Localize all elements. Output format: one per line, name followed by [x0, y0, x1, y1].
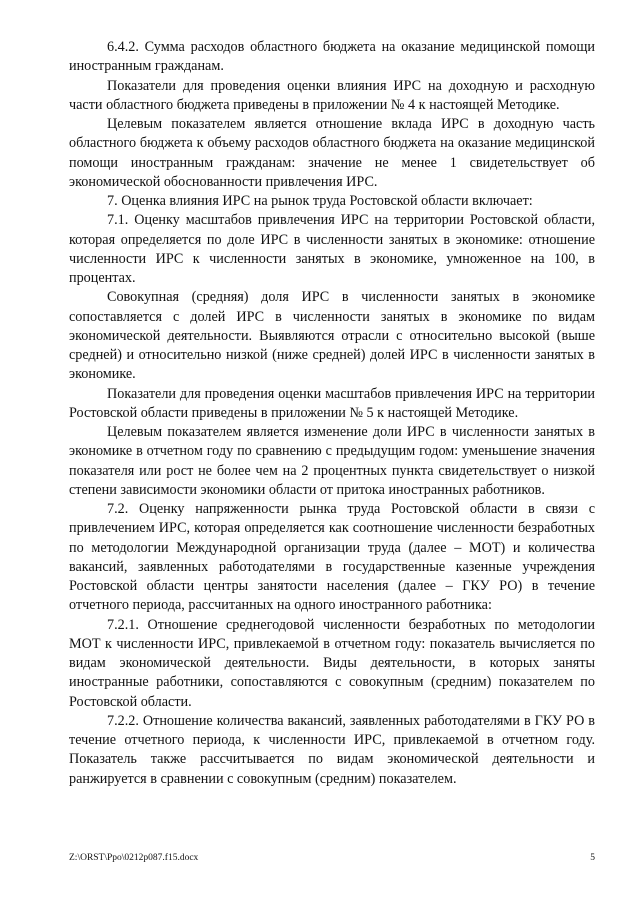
paragraph-7-2-1: 7.2.1. Отношение среднегодовой численности безработных по методологии МОТ к численности ИРС, привлекаемой в отчетном году: показатель вычисляется по видам экономической деятельности. Виды деятельности, в которых заняты иностранные работники, сопоставляются с совокупным (средним) показателем по Ростовской области. — [69, 616, 595, 710]
paragraph-7-2-2: 7.2.2. Отношение количества вакансий, заявленных работодателями в ГКУ РО в течение отчетного периода, к численности ИРС, привлекаемой в отчетном году. Показатель также рассчитывается по видам экономической деятельности и ранжируется в сравнении с совокупным (средним) показателем. — [69, 712, 595, 787]
paragraph-indicators-scale: Показатели для проведения оценки масштабов привлечения ИРС на территории Ростовской области приведены в приложении № 5 к настоящей Методике. — [69, 385, 595, 421]
footer-file-path: Z:\ORST\Ppo\0212p087.f15.docx — [69, 853, 199, 863]
paragraph-target-budget: Целевым показателем является отношение вклада ИРС в доходную часть областного бюджета к объему расходов областного бюджета на оказание медицинской помощи иностранным гражданам: значение не менее 1 свидетельствует об экономической обоснованности привлечения ИРС. — [69, 116, 595, 190]
paragraph-indicators-budget: Показатели для проведения оценки влияния ИРС на доходную и расходную части областного бюджета приведены в приложении № 4 к настоящей Методике. — [69, 77, 595, 113]
document-body — [69, 38, 595, 789]
paragraph-7: 7. Оценка влияния ИРС на рынок труда Ростовской области включает: — [107, 193, 533, 209]
paragraph-7-2: 7.2. Оценку напряженности рынка труда Ростовской области в связи с привлечением ИРС, которая определяется как соотношение численности безработных по методологии Международной организации труда (далее – МОТ) и количества вакансий, заявленных работодателями в государственные казенные учреждения Ростовской области центры занятости населения (далее – ГКУ РО) в течение отчетного периода, рассчитанных на одного иностранного работника: — [69, 501, 595, 614]
paragraph-average-share: Совокупная (средняя) доля ИРС в численности занятых в экономике сопоставляется с долей ИРС в численности занятых в экономике по видам экономической деятельности. Выявляются отрасли с относительно высокой (выше средней) и относительно низкой (ниже средней) долей ИРС в численности занятых в экономике. — [69, 289, 595, 383]
footer-page-number: 5 — [590, 853, 595, 863]
paragraph-6-4-2: 6.4.2. Сумма расходов областного бюджета на оказание медицинской помощи иностранным гражданам. — [69, 39, 595, 75]
paragraph-target-share: Целевым показателем является изменение доли ИРС в численности занятых в экономике в отчетном году по сравнению с предыдущим годом: уменьшение значения показателя или рост не более чем на 2 процентных пункта свидетельствует о низкой степени зависимости экономики области от притока иностранных работников. — [69, 424, 595, 498]
paragraph-7-1: 7.1. Оценку масштабов привлечения ИРС на территории Ростовской области, которая определяется по доле ИРС в численности занятых в экономике: отношение численности ИРС к численности занятых в экономике, умноженное на 100, в процентах. — [69, 212, 595, 286]
